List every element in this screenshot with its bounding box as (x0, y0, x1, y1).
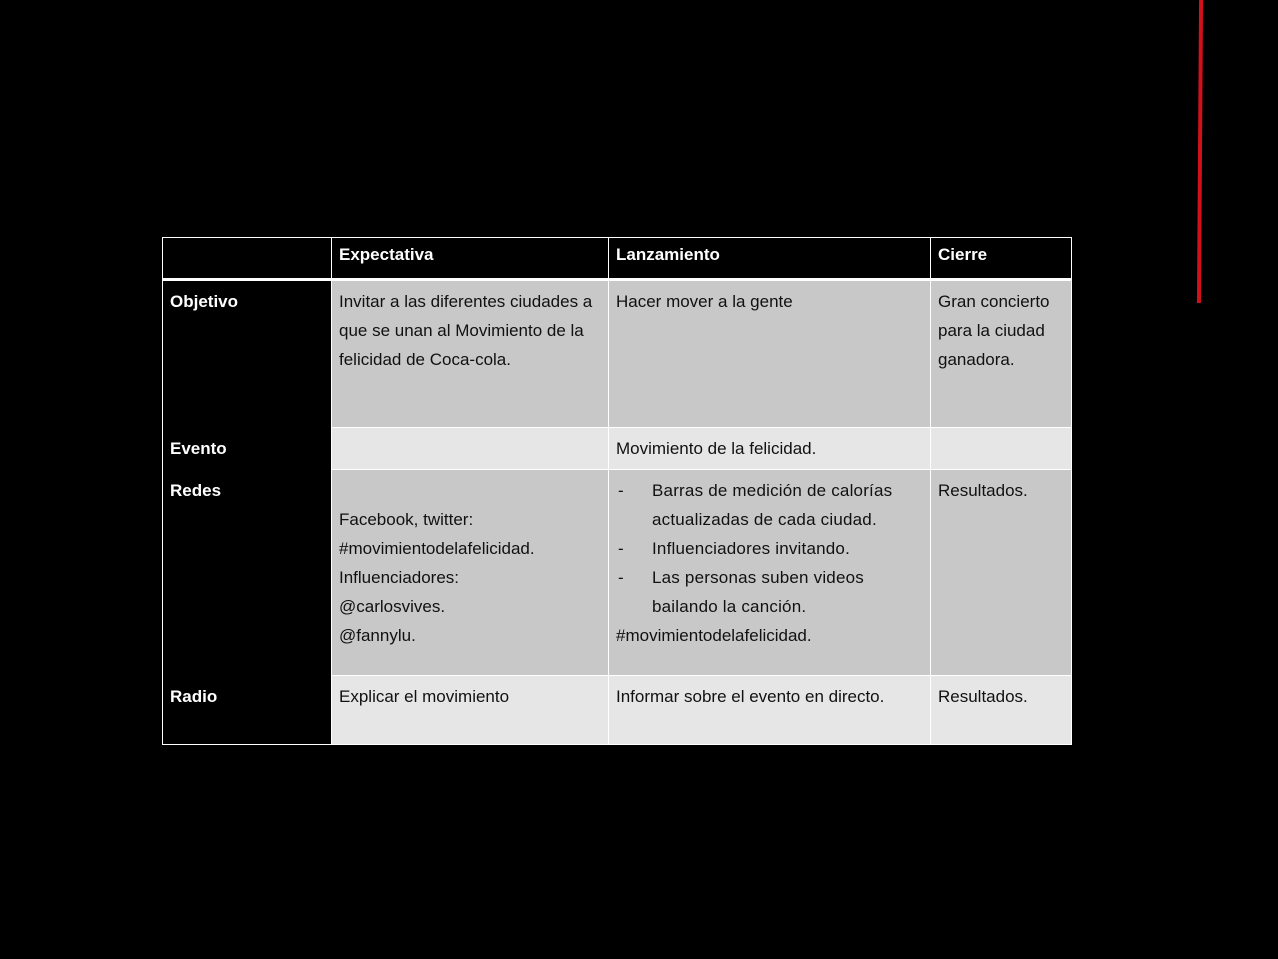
cell-radio-expectativa: Explicar el movimiento (332, 676, 609, 745)
row-label-evento: Evento (163, 428, 332, 470)
cell-radio-cierre: Resultados. (931, 676, 1072, 745)
header-corner (163, 238, 332, 280)
dash-bullet: - (618, 539, 624, 558)
redes-line: #movimientodelafelicidad. (339, 539, 535, 558)
list-item (616, 563, 923, 621)
redes-line: @carlosvives. (339, 597, 446, 616)
table-row-radio (163, 676, 1072, 745)
bullet-text: Las personas suben videos bailando la canción. (652, 568, 864, 616)
row-label-radio: Radio (163, 676, 332, 745)
bullet-text: Influenciadores invitando. (652, 539, 850, 558)
cell-radio-lanzamiento: Informar sobre el evento en directo. (609, 676, 931, 745)
dash-bullet: - (618, 568, 624, 587)
campaign-plan-table (162, 237, 1072, 745)
cell-objetivo-cierre: Gran concierto para la ciudad ganadora. (931, 280, 1072, 428)
table-header-row (163, 238, 1072, 280)
row-label-objetivo: Objetivo (163, 280, 332, 428)
list-item (616, 534, 923, 563)
cell-objetivo-expectativa: Invitar a las diferentes ciudades a que se unan al Movimiento de la felicidad de Coca-cola. (332, 280, 609, 428)
cell-evento-cierre (931, 428, 1072, 470)
header-cierre: Cierre (931, 238, 1072, 280)
redes-line: @fannylu. (339, 626, 416, 645)
bullet-text: Barras de medición de calorías actualizadas de cada ciudad. (652, 481, 893, 529)
redes-bullet-list (616, 476, 923, 621)
redes-line: Influenciadores: (339, 568, 460, 587)
cell-redes-expectativa (332, 470, 609, 676)
table-row-redes (163, 470, 1072, 676)
cell-objetivo-lanzamiento: Hacer mover a la gente (609, 280, 931, 428)
hashtag-text: #movimientodelafelicidad. (616, 626, 812, 645)
dash-bullet: - (618, 481, 624, 500)
header-expectativa: Expectativa (332, 238, 609, 280)
table-row-evento (163, 428, 1072, 470)
list-item (616, 476, 923, 534)
cell-evento-expectativa (332, 428, 609, 470)
header-lanzamiento: Lanzamiento (609, 238, 931, 280)
cell-evento-lanzamiento: Movimiento de la felicidad. (609, 428, 931, 470)
cell-spacer (339, 476, 601, 505)
redes-line: Facebook, twitter: (339, 510, 474, 529)
cell-redes-cierre: Resultados. (931, 470, 1072, 676)
row-label-redes: Redes (163, 470, 332, 676)
table-row-objetivo (163, 280, 1072, 428)
cell-redes-lanzamiento (609, 470, 931, 676)
red-accent-line (1197, 0, 1203, 303)
